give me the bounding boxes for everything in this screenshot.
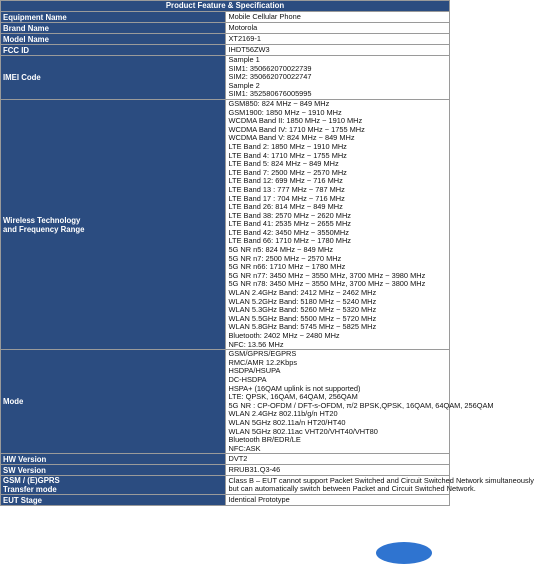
frequency-line: WLAN 5.2GHz Band: 5180 MHz ~ 5240 MHz xyxy=(228,296,377,306)
frequency-line: WCDMA Band IV: 1710 MHz ~ 1755 MHz xyxy=(228,124,365,134)
label-hw-version: HW Version xyxy=(1,454,226,465)
value-sw-version: RRUB31.Q3-46 xyxy=(225,465,450,476)
label-wireless-technology xyxy=(1,99,226,349)
label-brand-name: Brand Name xyxy=(1,23,226,34)
frequency-line: LTE Band 13 : 777 MHz ~ 787 MHz xyxy=(228,184,345,194)
value-wireless-technology xyxy=(225,99,450,349)
mode-line: HSDPA/HSUPA xyxy=(228,366,281,376)
frequency-line: 5G NR n78: 3450 MHz ~ 3550 MHz, 3700 MHz ~ 3800 MHz xyxy=(228,279,426,289)
wireless-label-line: and Frequency Range xyxy=(3,224,85,234)
value-eut-stage: Identical Prototype xyxy=(225,495,450,506)
mode-line: RMC/AMR 12.2Kbps xyxy=(228,357,298,367)
frequency-line: LTE Band 7: 2500 MHz ~ 2570 MHz xyxy=(228,167,347,177)
value-imei-code xyxy=(225,56,450,100)
frequency-line: WLAN 2.4GHz Band: 2412 MHz ~ 2462 MHz xyxy=(228,288,377,298)
row-model-name xyxy=(1,34,450,45)
row-gsm-transfer-mode xyxy=(1,476,450,495)
frequency-line: 5G NR n7: 2500 MHz ~ 2570 MHz xyxy=(228,253,342,263)
frequency-line: LTE Band 66: 1710 MHz ~ 1780 MHz xyxy=(228,236,351,246)
mode-line: Bluetooth BR/EDR/LE xyxy=(228,435,301,445)
row-brand-name xyxy=(1,23,450,34)
value-mode xyxy=(225,349,494,454)
frequency-line: WCDMA Band II: 1850 MHz ~ 1910 MHz xyxy=(228,116,363,126)
frequency-line: NFC: 13.56 MHz xyxy=(228,339,284,349)
mode-line: WLAN 2.4GHz 802.11b/g/n HT20 xyxy=(228,409,338,419)
mode-line: WLAN 5GHz 802.11ac VHT20/VHT40/VHT80 xyxy=(228,426,378,436)
imei-line: Sample 1 xyxy=(228,55,260,64)
row-mode xyxy=(1,350,450,454)
transfer-label-line: Transfer mode xyxy=(3,485,57,495)
mode-line: DC-HSDPA xyxy=(228,374,267,384)
value-fcc-id: IHDT56ZW3 xyxy=(225,45,450,56)
value-gsm-transfer-mode xyxy=(225,475,534,495)
blue-badge-shape xyxy=(376,542,432,564)
mode-line: WLAN 5GHz 802.11a/n HT20/HT40 xyxy=(228,417,346,427)
wireless-label-line: Wireless Technology xyxy=(3,215,81,225)
imei-line: Sample 2 xyxy=(228,80,260,90)
label-sw-version: SW Version xyxy=(1,465,226,476)
mode-line: LTE: QPSK, 16QAM, 64QAM, 256QAM xyxy=(228,392,358,402)
frequency-line: WLAN 5.3GHz Band: 5260 MHz ~ 5320 MHz xyxy=(228,305,377,315)
row-eut-stage xyxy=(1,495,450,506)
value-brand-name: Motorola xyxy=(225,23,450,34)
frequency-line: Bluetooth: 2402 MHz ~ 2480 MHz xyxy=(228,331,340,340)
frequency-line: 5G NR n77: 3450 MHz ~ 3550 MHz, 3700 MHz ~ 3980 MHz xyxy=(228,270,426,280)
transfer-line: Class B – EUT cannot support Packet Switched and Circuit Switched Network simultaneously xyxy=(228,475,534,485)
mode-line: NFC:ASK xyxy=(228,443,261,453)
row-wireless-technology xyxy=(1,99,450,349)
transfer-label-line: GSM / (E)GPRS xyxy=(3,476,60,486)
mode-line: 5G NR : CP-OFDM / DFT-s-OFDM, π/2 BPSK,QPSK, 16QAM, 64QAM, 256QAM xyxy=(228,400,494,410)
mode-line: HSPA+ (16QAM uplink is not supported) xyxy=(228,383,361,393)
mode-line: GSM/GPRS/EGPRS xyxy=(228,349,297,359)
label-equipment-name: Equipment Name xyxy=(1,12,226,23)
frequency-line: 5G NR n66: 1710 MHz ~ 1780 MHz xyxy=(228,262,346,272)
frequency-line: LTE Band 2: 1850 MHz ~ 1910 MHz xyxy=(228,141,347,151)
frequency-line: LTE Band 42: 3450 MHz ~ 3550MHz xyxy=(228,227,349,237)
title-row xyxy=(1,1,450,12)
row-equipment-name xyxy=(1,12,450,23)
frequency-line: GSM850: 824 MHz ~ 849 MHz xyxy=(228,98,330,108)
frequency-line: LTE Band 38: 2570 MHz ~ 2620 MHz xyxy=(228,210,351,220)
label-gsm-transfer-mode xyxy=(1,476,226,495)
frequency-line: LTE Band 4: 1710 MHz ~ 1755 MHz xyxy=(228,150,347,160)
imei-line: SIM1: 352580676005995 xyxy=(228,89,312,99)
frequency-line: LTE Band 26: 814 MHz ~ 849 MHz xyxy=(228,202,343,212)
label-mode: Mode xyxy=(1,350,226,454)
frequency-line: LTE Band 17 : 704 MHz ~ 716 MHz xyxy=(228,193,345,203)
label-eut-stage: EUT Stage xyxy=(1,495,226,506)
label-model-name: Model Name xyxy=(1,34,226,45)
frequency-line: LTE Band 41: 2535 MHz ~ 2655 MHz xyxy=(228,219,351,229)
value-hw-version: DVT2 xyxy=(225,454,450,465)
table-title: Product Feature & Specification xyxy=(1,1,450,12)
value-equipment-name: Mobile Cellular Phone xyxy=(225,12,450,23)
row-sw-version xyxy=(1,465,450,476)
frequency-line: WCDMA Band V: 824 MHz ~ 849 MHz xyxy=(228,133,355,143)
frequency-line: LTE Band 12: 699 MHz ~ 716 MHz xyxy=(228,176,343,186)
imei-line: SIM1: 350662070022739 xyxy=(228,63,312,73)
row-fcc-id xyxy=(1,45,450,56)
transfer-line: but can automatically switch between Packet and Circuit Switched Network. xyxy=(228,484,476,494)
imei-line: SIM2: 350662070022747 xyxy=(228,72,312,82)
frequency-line: WLAN 5.5GHz Band: 5500 MHz ~ 5720 MHz xyxy=(228,313,377,323)
frequency-line: GSM1900: 1850 MHz ~ 1910 MHz xyxy=(228,107,342,117)
frequency-line: WLAN 5.8GHz Band: 5745 MHz ~ 5825 MHz xyxy=(228,322,377,332)
value-model-name: XT2169-1 xyxy=(225,34,450,45)
frequency-line: 5G NR n5: 824 MHz ~ 849 MHz xyxy=(228,245,334,255)
label-fcc-id: FCC ID xyxy=(1,45,226,56)
frequency-line: LTE Band 5: 824 MHz ~ 849 MHz xyxy=(228,159,339,169)
row-hw-version xyxy=(1,454,450,465)
row-imei-code xyxy=(1,56,450,100)
label-imei-code: IMEI Code xyxy=(1,56,226,100)
